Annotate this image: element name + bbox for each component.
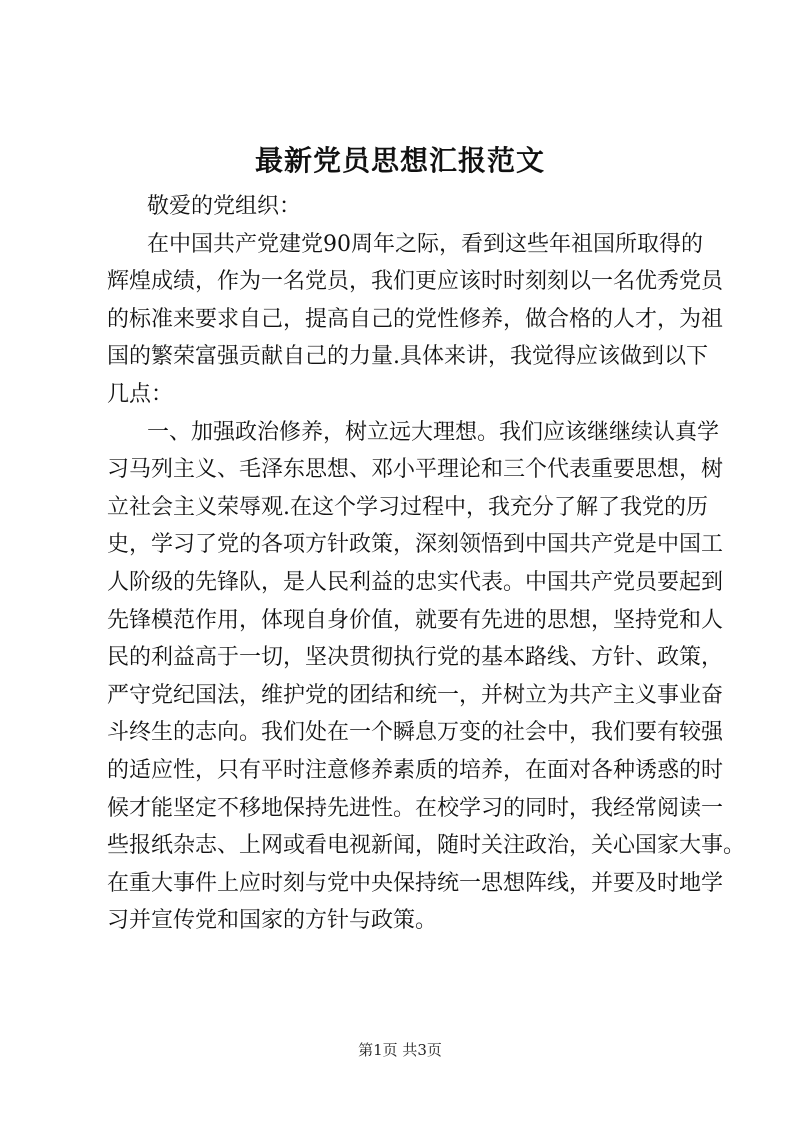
paragraph-line: 在重大事件上应时刻与党中央保持统一思想阵线，并要及时地学 <box>107 870 724 896</box>
paragraph-line: 辉煌成绩，作为一名党员，我们更应该时时刻刻以一名优秀党员 <box>107 269 724 295</box>
paragraph-line: 在中国共产党建党90周年之际，看到这些年祖国所取得的 <box>147 231 703 257</box>
paragraph-line: 习马列主义、毛泽东思想、邓小平理论和三个代表重要思想，树 <box>107 457 724 483</box>
paragraph-line: 一、加强政治修养，树立远大理想。我们应该继继续认真学 <box>147 419 720 445</box>
paragraph-line: 先锋模范作用，体现自身价值，就要有先进的思想，坚持党和人 <box>107 607 724 633</box>
paragraph-line: 候才能坚定不移地保持先进性。在校学习的同时，我经常阅读一 <box>107 795 724 821</box>
paragraph-line: 习并宣传党和国家的方针与政策。 <box>107 908 438 934</box>
paragraph-line: 立社会主义荣辱观.在这个学习过程中，我充分了解了我党的历 <box>107 494 708 520</box>
paragraph-line: 些报纸杂志、上网或看电视新闻，随时关注政治，关心国家大事。 <box>107 833 746 859</box>
document-title: 最新党员思想汇报范文 <box>254 144 545 177</box>
paragraph-line: 人阶级的先锋队，是人民利益的忠实代表。中国共产党员要起到 <box>107 569 724 595</box>
paragraph-line: 几点： <box>107 381 174 407</box>
paragraph-line: 国的繁荣富强贡献自己的力量.具体来讲，我觉得应该做到以下 <box>107 344 708 370</box>
paragraph-line: 的适应性，只有平时注意修养素质的培养，在面对各种诱惑的时 <box>107 757 724 783</box>
paragraph-line: 严守党纪国法，维护党的团结和统一，并树立为共产主义事业奋 <box>107 682 724 708</box>
paragraph-line: 的标准来要求自己，提高自己的党性修养，做合格的人才，为祖 <box>107 306 724 332</box>
page-number-footer: 第1页 共3页 <box>358 1041 442 1059</box>
paragraph-line: 民的利益高于一切，坚决贯彻执行党的基本路线、方针、政策， <box>107 645 724 671</box>
salutation-line: 敬爱的党组织： <box>147 194 302 219</box>
paragraph-line: 史，学习了党的各项方针政策，深刻领悟到中国共产党是中国工 <box>107 532 724 558</box>
document-body <box>107 188 746 940</box>
paragraph-line: 斗终生的志向。我们处在一个瞬息万变的社会中，我们要有较强 <box>107 720 724 746</box>
